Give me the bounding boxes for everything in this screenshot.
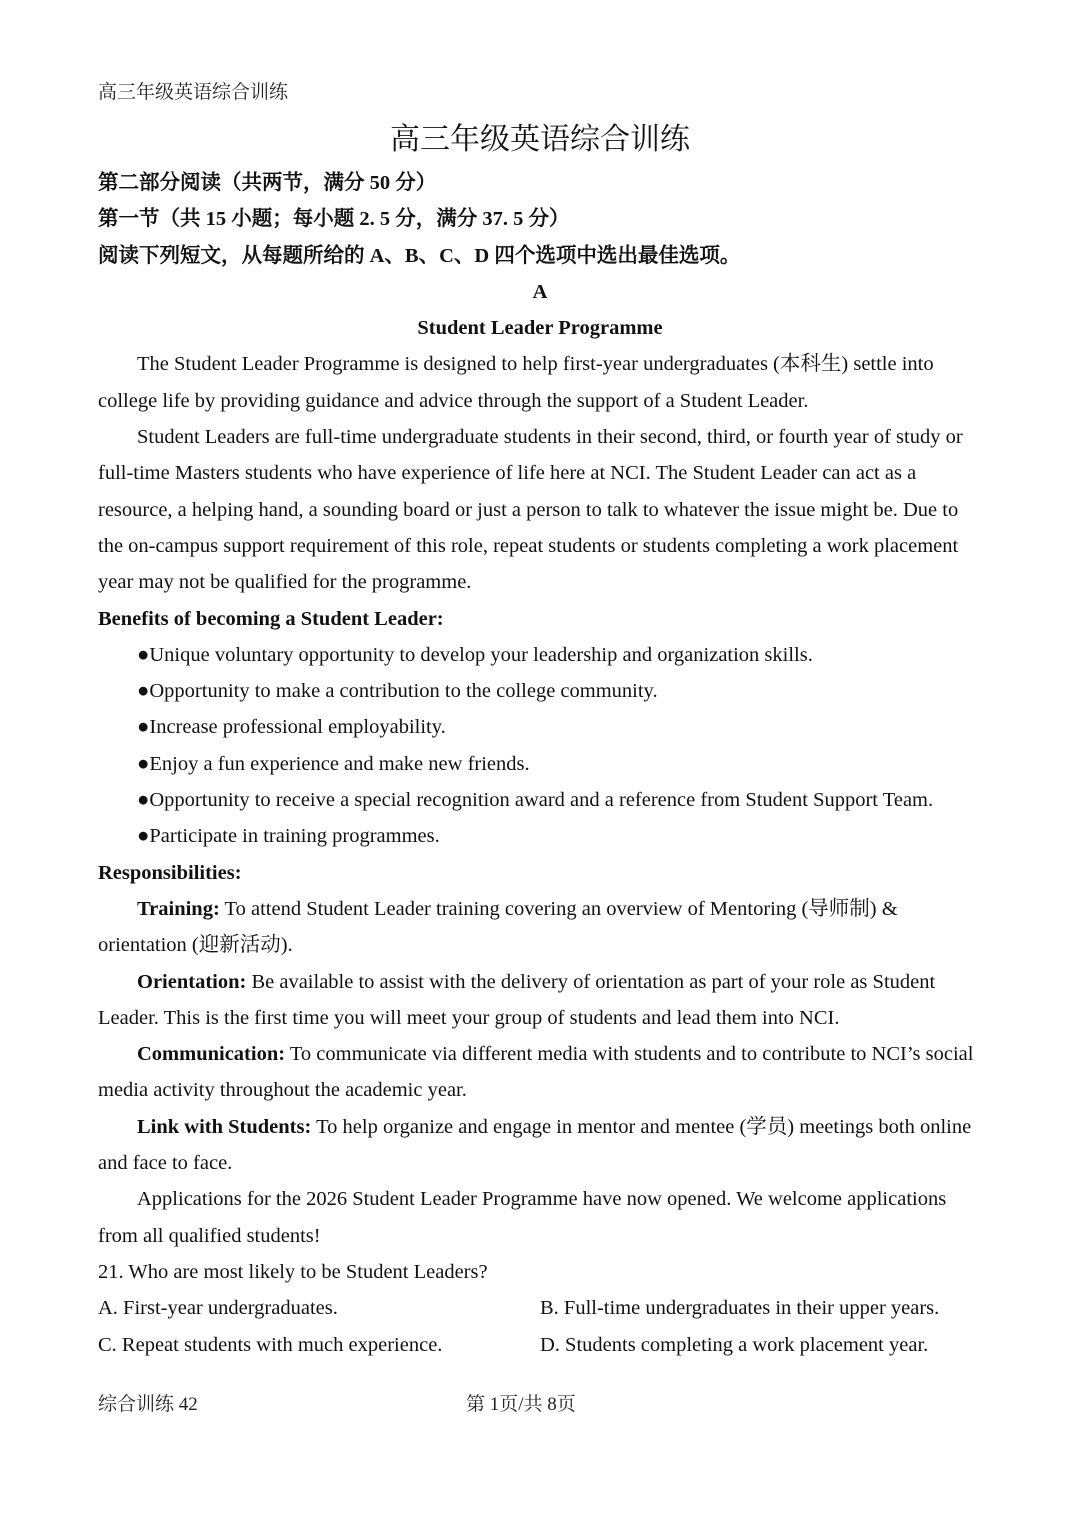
section-instruction: 第一节（共 15 小题；每小题 2. 5 分，满分 37. 5 分） [98, 208, 570, 231]
question-stem: 21. Who are most likely to be Student Leaders? [98, 1260, 488, 1283]
page-title: 高三年级英语综合训练 [390, 123, 690, 156]
responsibilities-heading: Responsibilities: [98, 861, 242, 884]
page-number: 第 1页/共 8页 [466, 1394, 576, 1415]
passage-title: Student Leader Programme [417, 317, 663, 340]
option-c: C. Repeat students with much experience. [98, 1333, 443, 1356]
options-row [98, 1290, 982, 1326]
option-b: B. Full-time undergraduates in their upper years. [540, 1297, 940, 1320]
section-instruction: 阅读下列短文，从每题所给的 A、B、C、D 四个选项中选出最佳选项。 [98, 244, 741, 267]
benefit-item: ●Increase professional employability. [137, 716, 446, 739]
responsibility-item [98, 891, 982, 964]
responsibility-text: To attend Student Leader training covering an overview of Mentoring (导师制) & orientation (迎新活动). [98, 897, 898, 957]
responsibility-term: Orientation: [137, 970, 247, 993]
benefit-item: ●Opportunity to make a contribution to the college community. [137, 680, 658, 703]
benefit-item: ●Enjoy a fun experience and make new friends. [137, 752, 530, 775]
option-d: D. Students completing a work placement year. [540, 1333, 929, 1356]
benefit-item: ●Unique voluntary opportunity to develop your leadership and organization skills. [137, 643, 813, 666]
responsibility-item [98, 964, 982, 1037]
document-body [98, 165, 982, 1363]
benefits-heading: Benefits of becoming a Student Leader: [98, 607, 444, 630]
options-row [98, 1327, 982, 1363]
responsibility-item [98, 1109, 982, 1182]
responsibility-term: Communication: [137, 1043, 286, 1066]
responsibility-term: Link with Students: [137, 1115, 312, 1138]
closing-paragraph: Applications for the 2026 Student Leader Programme have now opened. We welcome applications from all qualified students! [98, 1188, 947, 1247]
option-a: A. First-year undergraduates. [98, 1297, 338, 1320]
paragraph: The Student Leader Programme is designed to help first-year undergraduates (本科生) settle into college life by providing guidance and advice through the support of a Student Leader. [98, 353, 934, 412]
responsibility-term: Training: [137, 897, 220, 920]
section-instruction: 第二部分阅读（共两节，满分 50 分） [98, 172, 437, 194]
paragraph: Student Leaders are full-time undergraduate students in their second, third, or fourth year of study or full-time Masters students who have experience of life here at NCI. The Student Leader can act as a resource, a helping hand, a sounding board or just a person to talk to whatever the issue might be. Due to the on-campus support requirement of this role, repeat students or students completing a work placement year may not be qualified for the programme. [98, 426, 963, 594]
benefit-item: ●Participate in training programmes. [137, 825, 440, 848]
footer-label: 综合训练 42 [98, 1394, 198, 1415]
running-header: 高三年级英语综合训练 [98, 82, 289, 103]
benefit-item: ●Opportunity to receive a special recognition award and a reference from Student Support Team. [137, 789, 934, 812]
responsibility-text: Be available to assist with the delivery of orientation as part of your role as Student Leader. This is the first time you will meet your group of students and lead them into NCI. [98, 970, 936, 1029]
responsibility-item [98, 1036, 982, 1109]
responsibility-text: To communicate via different media with students and to contribute to NCI’s social media activity throughout the academic year. [98, 1043, 974, 1102]
passage-letter: A [532, 280, 548, 303]
responsibility-text: To help organize and engage in mentor and mentee (学员) meetings both online and face to face. [98, 1115, 972, 1175]
